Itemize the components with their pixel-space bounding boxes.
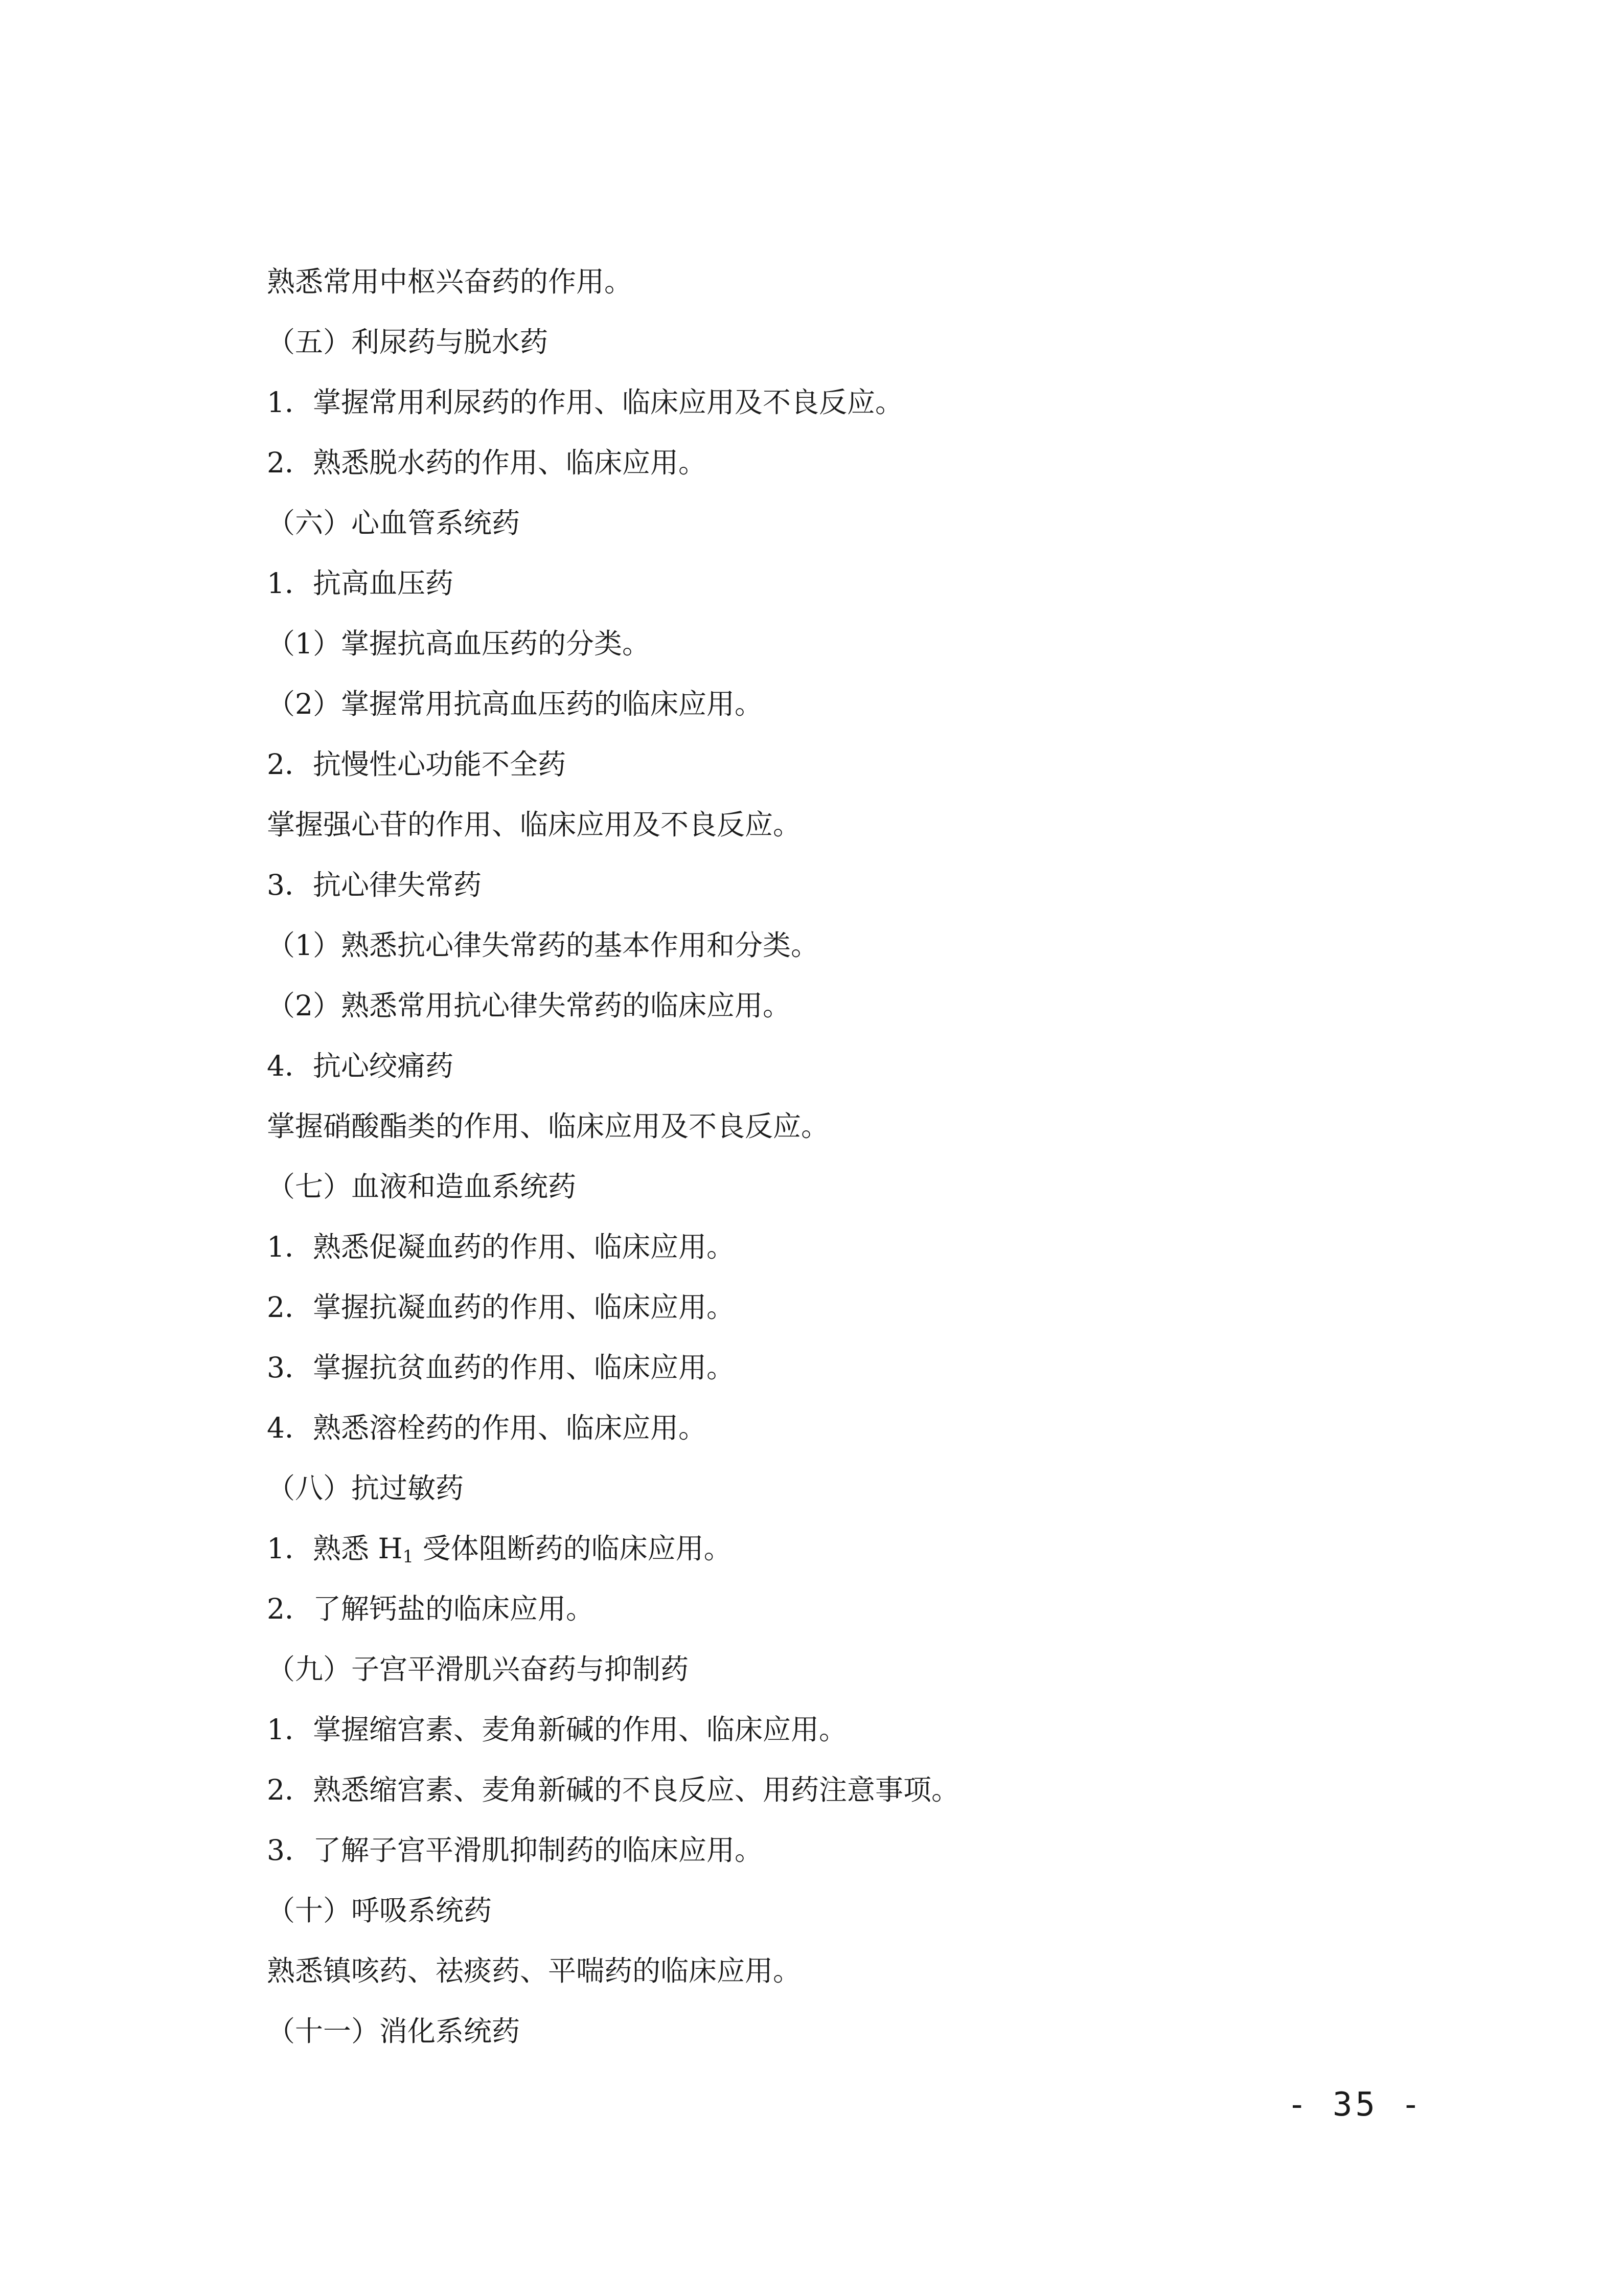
text-line: 2．了解钙盐的临床应用。 xyxy=(267,1593,594,1625)
text-line: 4．抗心绞痛药 xyxy=(267,1050,453,1082)
text-line: （1）熟悉抗心律失常药的基本作用和分类。 xyxy=(267,929,819,962)
text-line: 1．抗高血压药 xyxy=(267,567,453,600)
text-line: 2．熟悉脱水药的作用、临床应用。 xyxy=(267,446,706,479)
text-line: 1．掌握缩宫素、麦角新碱的作用、临床应用。 xyxy=(267,1713,847,1746)
document-body xyxy=(267,252,1361,2061)
text-line: 2．抗慢性心功能不全药 xyxy=(267,748,566,781)
text-line: 2．熟悉缩宫素、麦角新碱的不良反应、用药注意事项。 xyxy=(267,1774,959,1806)
section-heading: （六）心血管系统药 xyxy=(267,507,520,539)
page-number: - 35 - xyxy=(1287,2086,1424,2124)
section-heading: （五）利尿药与脱水药 xyxy=(267,326,548,358)
section-heading: （十）呼吸系统药 xyxy=(267,1894,492,1927)
text-line: 2．掌握抗凝血药的作用、临床应用。 xyxy=(267,1291,735,1324)
text-line: （2）掌握常用抗高血压药的临床应用。 xyxy=(267,688,763,720)
subscript: 1 xyxy=(402,1547,414,1567)
section-heading: （十一）消化系统药 xyxy=(267,2015,520,2048)
text-line: （2）熟悉常用抗心律失常药的临床应用。 xyxy=(267,989,791,1022)
text-line: 1．掌握常用利尿药的作用、临床应用及不良反应。 xyxy=(267,386,903,419)
text-line: 3．抗心律失常药 xyxy=(267,869,482,901)
text-line: （1）掌握抗高血压药的分类。 xyxy=(267,627,650,660)
text-line: 熟悉常用中枢兴奋药的作用。 xyxy=(267,265,633,298)
text-line-with-subscript xyxy=(267,1518,1361,1579)
text-line: 1．熟悉促凝血药的作用、临床应用。 xyxy=(267,1231,735,1263)
text-segment: 受体阻断药的临床应用。 xyxy=(414,1532,732,1565)
text-line: 4．熟悉溶栓药的作用、临床应用。 xyxy=(267,1412,706,1444)
text-line: 3．了解子宫平滑肌抑制药的临床应用。 xyxy=(267,1834,763,1867)
text-segment: 1．熟悉 H xyxy=(267,1532,403,1565)
section-heading: （八）抗过敏药 xyxy=(267,1472,464,1505)
text-line: 掌握强心苷的作用、临床应用及不良反应。 xyxy=(267,808,802,841)
section-heading: （七）血液和造血系统药 xyxy=(267,1170,577,1203)
text-line: 掌握硝酸酯类的作用、临床应用及不良反应。 xyxy=(267,1110,830,1143)
section-heading: （九）子宫平滑肌兴奋药与抑制药 xyxy=(267,1653,689,1686)
text-line: 3．掌握抗贫血药的作用、临床应用。 xyxy=(267,1351,735,1384)
text-line: 熟悉镇咳药、祛痰药、平喘药的临床应用。 xyxy=(267,1954,802,1987)
